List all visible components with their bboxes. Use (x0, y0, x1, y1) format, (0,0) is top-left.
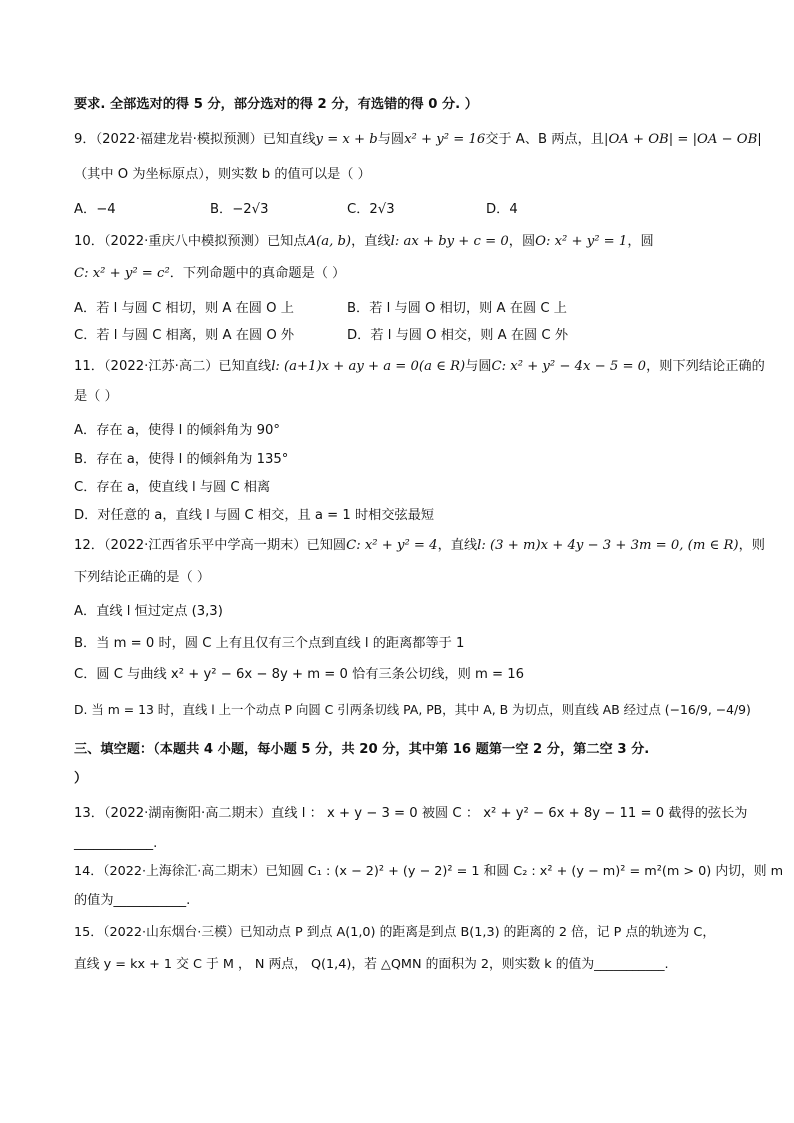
question-12-option-a: A．直线 l 恒过定点 (3,3) (74, 604, 223, 619)
question-10-circle-o: O: x² + y² = 1 (535, 234, 628, 249)
question-11-line-2: 是（ ） (74, 389, 118, 404)
question-12-line-eq: l: (3 + m)x + 4y − 3 + 3m = 0, (m ∈ R) (477, 538, 739, 553)
question-13-answer-blank: ____________. (74, 836, 158, 851)
question-11-text-2: ，则下列结论正确的 (646, 359, 765, 374)
question-12-text: ，直线 (437, 538, 478, 553)
question-10-option-d: D．若 l 与圆 O 相交，则 A 在圆 C 外 (347, 328, 569, 343)
question-10-circle-c: C: x² + y² = c² (74, 266, 170, 281)
question-11-line-eq: l: (a+1)x + ay + a = 0(a ∈ R) (271, 359, 466, 374)
question-11-source: 11．（2022·江苏·高二）已知直线 (74, 359, 272, 374)
question-10-line-eq: l: ax + by + c = 0 (390, 234, 509, 249)
question-9-option-a: A．−4 (74, 202, 116, 217)
question-10-prompt: ．下列命题中的真命题是（ ） (169, 266, 346, 281)
question-11-line-1 (74, 357, 765, 377)
question-10-source: 10．（2022·重庆八中模拟预测）已知点 (74, 234, 307, 249)
question-15-line-2: 直线 y = kx + 1 交 C 于 M ， N 两点， Q(1,4)，若 △QMN 的面积为 2，则实数 k 的值为___________. (74, 957, 669, 972)
question-10-point: A(a, b) (306, 234, 352, 249)
question-12-line-2: 下列结论正确的是（ ） (74, 570, 211, 585)
scoring-note: 要求. 全部选对的得 5 分，部分选对的得 2 分，有选错的得 0 分. ） (74, 97, 478, 112)
question-11-option-d: D．对任意的 a，直线 l 与圆 C 相交，且 a = 1 时相交弦最短 (74, 508, 435, 523)
question-14-line-2: 的值为___________. (74, 893, 191, 908)
question-13-line-1: 13．（2022·湖南衡阳·高二期末）直线 l ： x + y − 3 = 0 被圆 C ： x² + y² − 6x + 8y − 11 = 0 截得的弦长为 (74, 806, 748, 821)
question-9-line-1 (74, 130, 762, 150)
question-12-option-d: D. 当 m = 13 时，直线 l 上一个动点 P 向圆 C 引两条切线 PA, PB，其中 A, B 为切点，则直线 AB 经过点 (−16/9, −4/9) (74, 702, 751, 717)
question-9-text: 与圆 (377, 132, 405, 147)
question-10-text-2: ，圆 (508, 234, 536, 249)
question-11-option-b: B．存在 a，使得 l 的倾斜角为 135° (74, 452, 289, 467)
question-9-vector-eq: |OA + OB| = |OA − OB| (604, 132, 762, 147)
question-12-source: 12．（2022·江西省乐平中学高一期末）已知圆 (74, 538, 347, 553)
question-10-line-2 (74, 264, 345, 284)
section-3-title: 三、填空题：（本题共 4 小题，每小题 5 分，共 20 分，其中第 16 题第一空 2 分，第二空 3 分. (74, 742, 650, 757)
question-9-option-b: B．−2√3 (210, 202, 269, 217)
question-11-circle-eq: C: x² + y² − 4x − 5 = 0 (491, 359, 647, 374)
question-10-option-a: A．若 l 与圆 C 相切，则 A 在圆 O 上 (74, 301, 294, 316)
question-9-circle-eq: x² + y² = 16 (404, 132, 486, 147)
question-12-circle-eq: C: x² + y² = 4 (346, 538, 438, 553)
question-10-line-1 (74, 232, 654, 252)
question-11-text: 与圆 (465, 359, 492, 374)
question-12-text-2: ，则 (738, 538, 765, 553)
question-10-option-c: C．若 l 与圆 C 相离，则 A 在圆 O 外 (74, 328, 295, 343)
question-12-option-c: C．圆 C 与曲线 x² + y² − 6x − 8y + m = 0 恰有三条公切线，则 m = 16 (74, 667, 525, 682)
question-12-option-b: B．当 m = 0 时，圆 C 上有且仅有三个点到直线 l 的距离都等于 1 (74, 636, 465, 651)
question-10-option-b: B．若 l 与圆 O 相切，则 A 在圆 C 上 (347, 301, 567, 316)
question-9-line-eq: y = x + b (315, 132, 378, 147)
question-14-line-1: 14．（2022·上海徐汇·高二期末）已知圆 C₁ : (x − 2)² + (y − 2)² = 1 和圆 C₂ : x² + (y − m)² = m²(m > 0) 内切，则 m (74, 864, 784, 879)
question-9-source: 9．（2022·福建龙岩·模拟预测）已知直线 (74, 132, 316, 147)
question-9-option-d: D．4 (486, 202, 518, 217)
question-15-line-1: 15．（2022·山东烟台·三模）已知动点 P 到点 A(1,0) 的距离是到点 B(1,3) 的距离的 2 倍，记 P 点的轨迹为 C， (74, 925, 716, 940)
section-3-title-continued: ） (74, 771, 88, 786)
question-9-text-2: 交于 A、B 两点，且 (485, 132, 604, 147)
question-10-text: ，直线 (351, 234, 391, 249)
question-10-text-3: ，圆 (627, 234, 654, 249)
question-12-line-1 (74, 536, 765, 556)
question-9-option-c: C．2√3 (347, 202, 395, 217)
question-11-option-c: C．存在 a，使直线 l 与圆 C 相离 (74, 480, 271, 495)
question-11-option-a: A．存在 a，使得 l 的倾斜角为 90° (74, 423, 280, 438)
question-9-line-2: （其中 O 为坐标原点），则实数 b 的值可以是（ ） (74, 167, 371, 182)
